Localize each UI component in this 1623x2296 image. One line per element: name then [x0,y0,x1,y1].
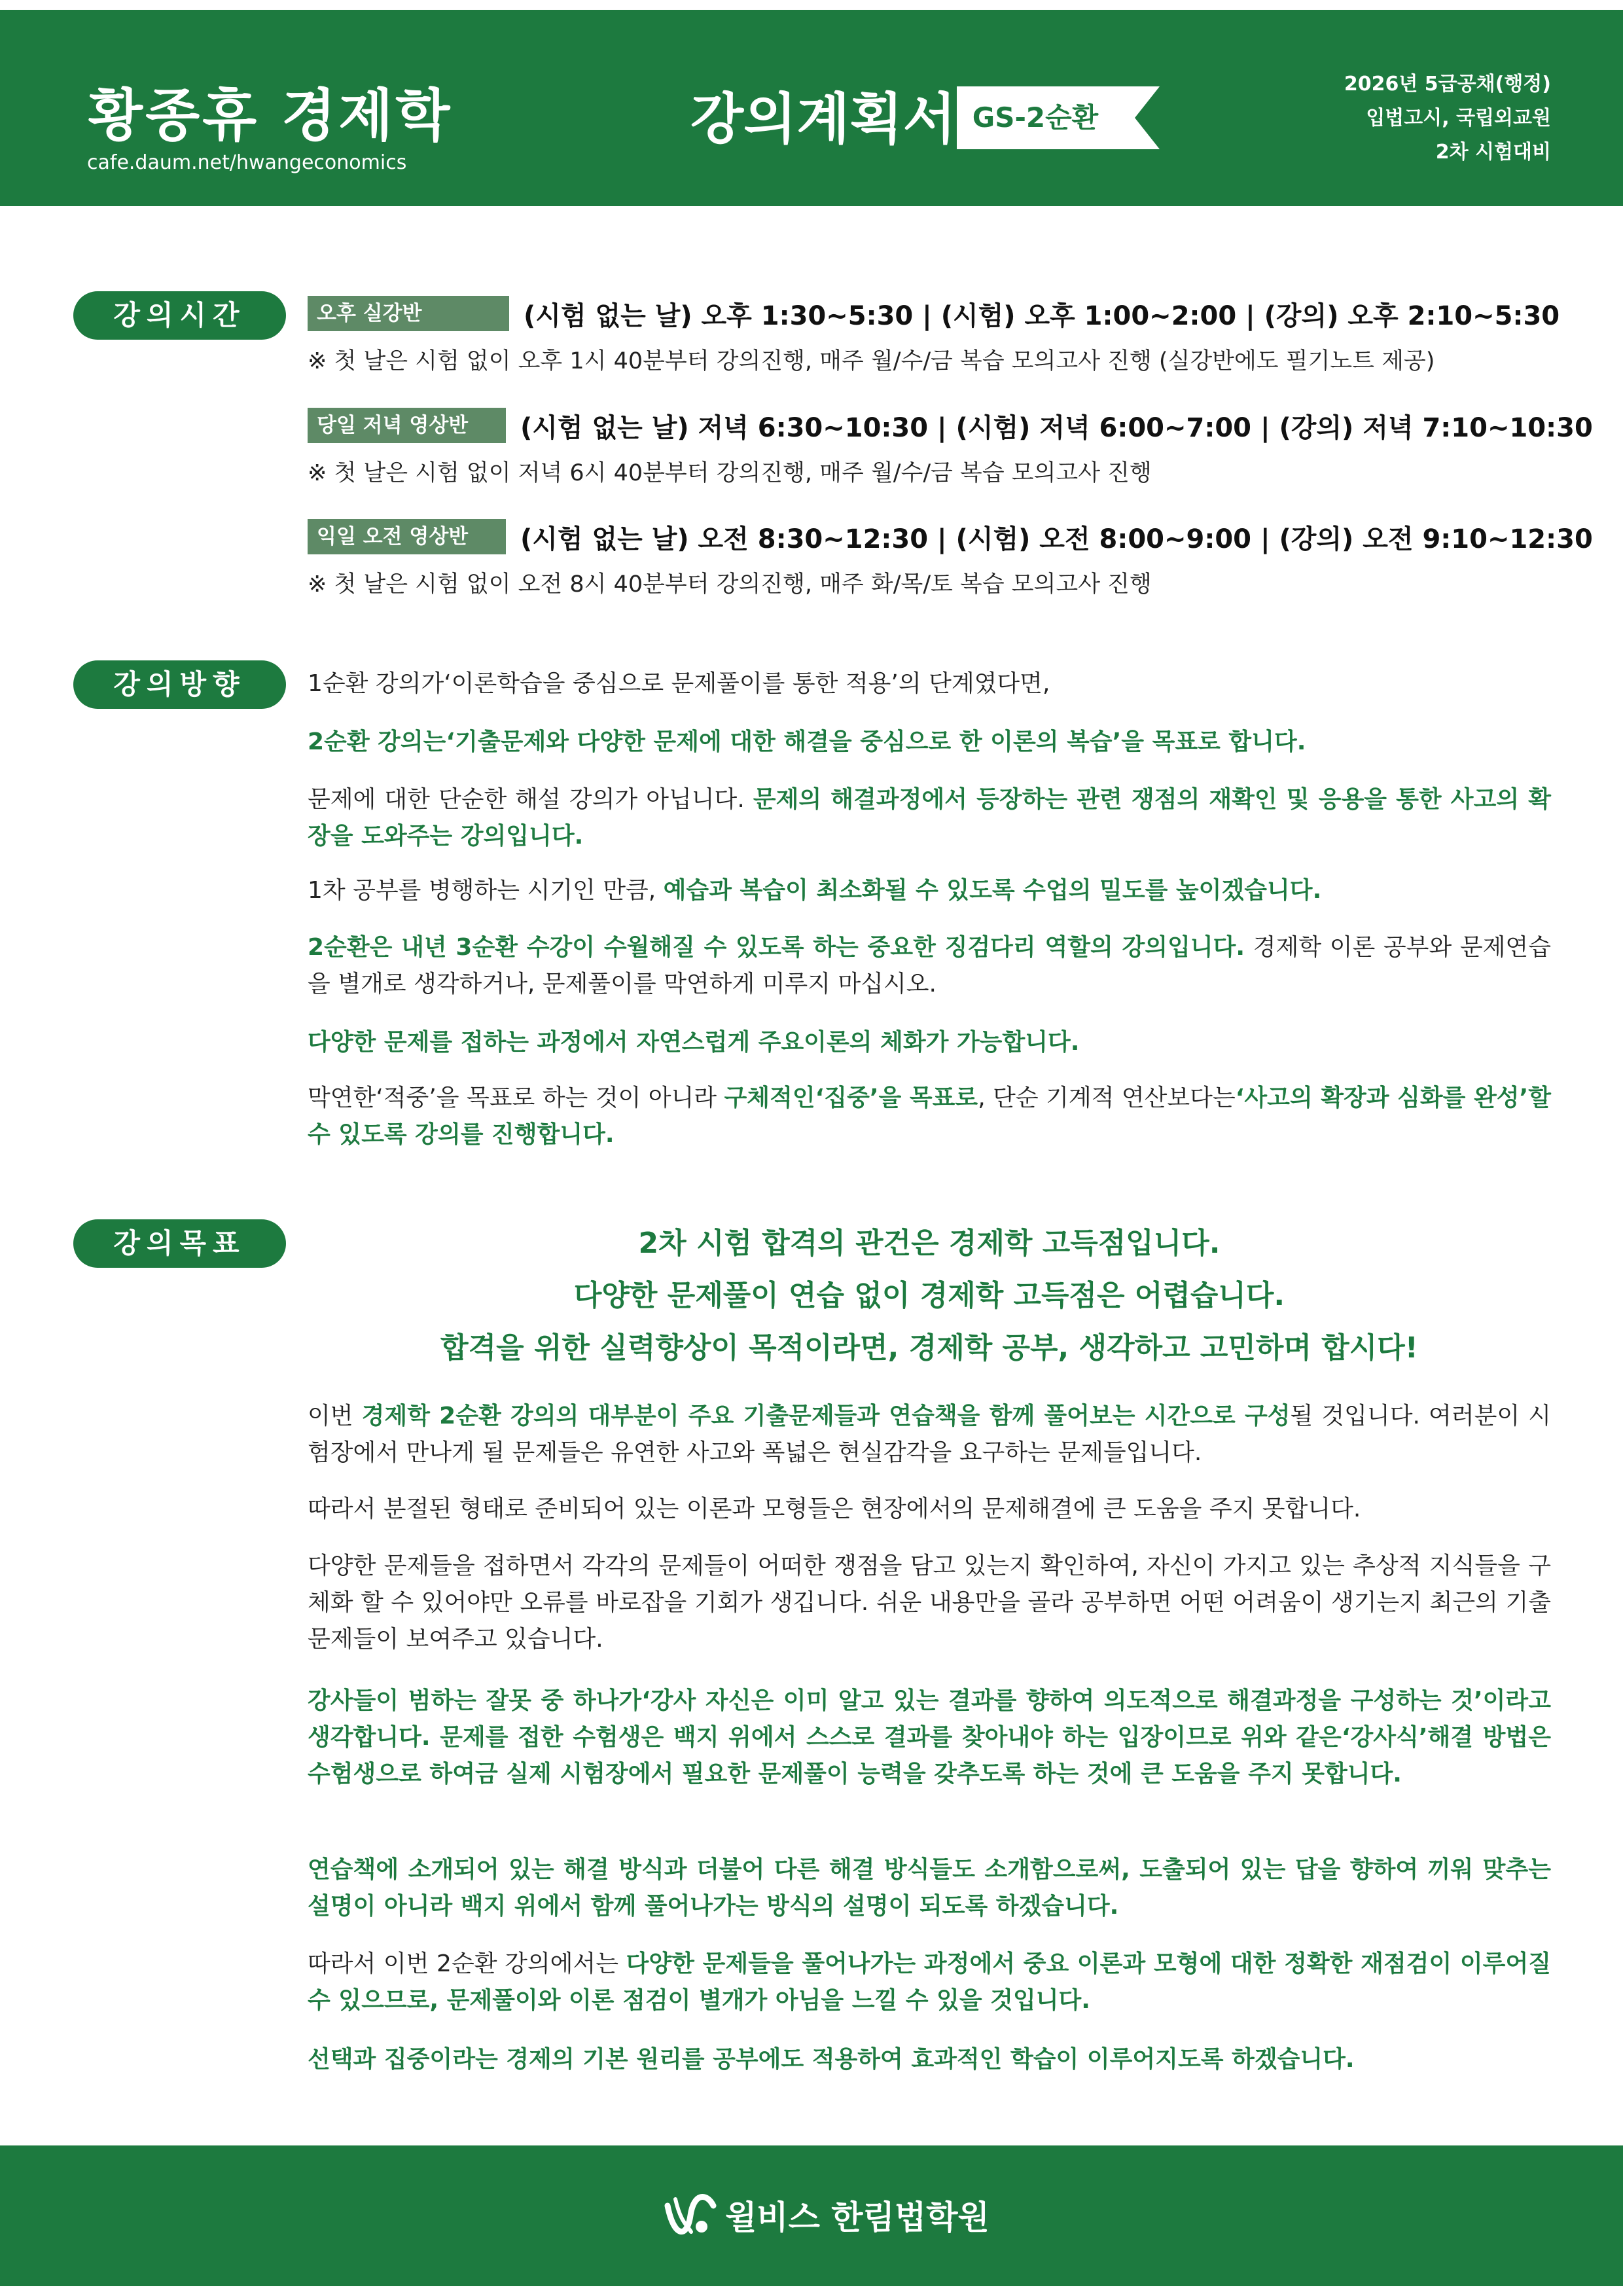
cafe-url[interactable]: cafe.daum.net/hwangeconomics [87,151,407,174]
direction-paragraph [308,724,1551,761]
goal-paragraph [308,1852,1551,1925]
goal-text: 이번 [308,1403,362,1429]
goal-paragraph [308,1946,1551,2019]
goal-text: 다양한 문제들을 접하면서 각각의 문제들이 어떠한 쟁점을 담고 있는지 확인하여, 자신이 가지고 있는 추상적 지식들을 구체화 할 수 있어야만 오류를 바로잡을 기회가 생깁니다. 쉬운 내용만을 골라 공부하면 어떤 어려움이 생기는지 최근의 기출문제들이 보여주고 있습니다. [308,1552,1551,1653]
exam-info-line: 입법고시, 국립외교원 [1366,107,1551,130]
goal-highlight: 경제학 2순환 강의의 대부분이 주요 기출문제들과 연습책을 함께 풀어보는 시간으로 구성 [361,1403,1291,1429]
footer-banner [0,2145,1623,2286]
direction-highlight: 구체적인‘집중’을 목표로 [724,1085,978,1111]
direction-highlight: 예습과 복습이 최소화될 수 있도록 수업의 밀도를 높이겠습니다. [663,877,1322,904]
course-tag [957,86,1160,149]
direction-text: 1순환 강의가‘이론학습을 중심으로 문제풀이를 통한 적용’의 단계였다면, [308,670,1050,697]
direction-text: 경제학 이론 공부와 문제연습을 별개로 생각하거나, 문제풀이를 막연하게 미루지 마십시오. [308,934,1551,997]
direction-highlight: 문제의 해결과정에서 등장하는 관련 쟁점의 재확인 및 응용을 통한 사고의 확장을 도와주는 강의입니다. [308,786,1552,850]
schedule-main-evening: (시험 없는 날) 저녁 6:30~10:30 | (시험) 저녁 6:00~7:00 | (강의) 저녁 7:10~10:30 [520,413,1593,443]
goal-headline [308,1217,1551,1374]
course-tag-label: GS-2순환 [972,101,1099,134]
direction-text: , 단순 기계적 연산보다는 [978,1085,1236,1111]
exam-info-line: 2026년 5급공채(행정) [1344,73,1551,96]
direction-text: 막연한‘적중’을 목표로 하는 것이 아니라 [308,1085,724,1111]
schedule-label-morning: 익일 오전 영상반 [308,519,506,554]
schedule-main-morning: (시험 없는 날) 오전 8:30~12:30 | (시험) 오전 8:00~9:00 | (강의) 오전 9:10~12:30 [520,524,1593,554]
schedule-note-afternoon: ※ 첫 날은 시험 없이 오후 1시 40분부터 강의진행, 매주 월/수/금 복습 모의고사 진행 (실강반에도 필기노트 제공) [308,348,1435,374]
direction-paragraph [308,872,1551,909]
goal-text: 따라서 분절된 형태로 준비되어 있는 이론과 모형들은 현장에서의 문제해결에 큰 도움을 주지 못합니다. [308,1496,1361,1522]
direction-text: 2순환 강의는‘기출문제와 다양한 문제에 대한 해결을 중심으로 한 이론의 복습’을 목표로 합니다. [308,728,1306,755]
footer-brand: 윌비스 한림법학원 [725,2198,990,2236]
header-banner [0,10,1623,206]
goal-headline-line: 합격을 위한 실력향상이 목적이라면, 경제학 공부, 생각하고 고민하며 합시다! [440,1331,1418,1365]
schedule-label-afternoon: 오후 실강반 [308,296,509,331]
goal-highlight: 다양한 문제들을 풀어나가는 과정에서 중요 이론과 모형에 대한 정확한 재점검이 이루어질 수 있으므로, 문제풀이와 이론 점검이 별개가 아님을 느낄 수 있을 것입니다. [308,1950,1552,2014]
schedule-note-evening: ※ 첫 날은 시험 없이 저녁 6시 40분부터 강의진행, 매주 월/수/금 복습 모의고사 진행 [308,460,1152,486]
direction-highlight: ‘사고의 확장과 심화를 완성’할 수 있도록 강의를 진행합니다. [308,1085,1551,1148]
direction-paragraph [308,1080,1551,1153]
direction-text: 1차 공부를 병행하는 시기인 만큼, [308,877,664,904]
section-pill-direction: 강의방향 [73,660,286,709]
direction-text: 다양한 문제를 접하는 과정에서 자연스럽게 주요이론의 체화가 가능합니다. [308,1029,1080,1056]
schedule-label-evening: 당일 저녁 영상반 [308,408,506,443]
direction-paragraph [308,929,1551,1003]
goal-text: 될 것입니다. 여러분이 시험장에서 만나게 될 문제들은 유연한 사고와 폭넓은 현실감각을 요구하는 문제들입니다. [308,1403,1551,1466]
goal-text: 강사들이 범하는 잘못 중 하나가‘강사 자신은 이미 알고 있는 결과를 향하여 의도적으로 해결과정을 구성하는 것’이라고 생각합니다. 문제를 접한 수험생은 백지 위에서 스스로 결과를 찾아내야 하는 입장이므로 위와 같은‘강사식’해결 방법은 수험생으로 하여금 실제 시험장에서 필요한 문제풀이 능력을 갖추도록 하는 것에 큰 도움을 주지 못합니다. [308,1687,1551,1787]
goal-text: 선택과 집중이라는 경제의 기본 원리를 공부에도 적용하여 효과적인 학습이 이루어지도록 하겠습니다. [308,2046,1355,2073]
direction-text: 문제에 대한 단순한 해설 강의가 아닙니다. [308,786,753,813]
direction-highlight: 2순환은 내년 3순환 수강이 수월해질 수 있도록 하는 중요한 징검다리 역할의 강의입니다. [308,934,1245,961]
exam-info-line: 2차 시험대비 [1435,141,1551,164]
direction-paragraph [308,1024,1551,1061]
schedule-main-afternoon: (시험 없는 날) 오후 1:30~5:30 | (시험) 오후 1:00~2:00 | (강의) 오후 2:10~5:30 [524,301,1560,331]
willbes-swirl-icon [661,2186,720,2245]
direction-paragraph [308,781,1551,855]
goal-paragraph [308,1548,1551,1658]
goal-headline-line: 다양한 문제풀이 연습 없이 경제학 고득점은 어렵습니다. [573,1279,1285,1312]
section-pill-goal: 강의목표 [73,1219,286,1268]
page-title: 강의계획서 [690,87,956,151]
direction-paragraph [308,666,1551,702]
goal-paragraph [308,1398,1551,1471]
schedule-note-morning: ※ 첫 날은 시험 없이 오전 8시 40분부터 강의진행, 매주 화/목/토 복습 모의고사 진행 [308,571,1152,598]
goal-text: 따라서 이번 2순환 강의에서는 [308,1950,626,1977]
brand-title: 황종휴 경제학 [88,83,453,149]
goal-paragraph [308,1683,1551,1793]
exam-info [1344,67,1551,170]
section-pill-time: 강의시간 [73,291,286,340]
goal-headline-line: 2차 시험 합격의 관건은 경제학 고득점입니다. [638,1227,1221,1260]
goal-paragraph [308,1491,1551,1528]
goal-paragraph [308,2041,1551,2078]
goal-text: 연습책에 소개되어 있는 해결 방식과 더불어 다른 해결 방식들도 소개함으로써, 도출되어 있는 답을 향하여 끼워 맞추는 설명이 아니라 백지 위에서 함께 풀어나가는 방식의 설명이 되도록 하겠습니다. [308,1856,1551,1920]
